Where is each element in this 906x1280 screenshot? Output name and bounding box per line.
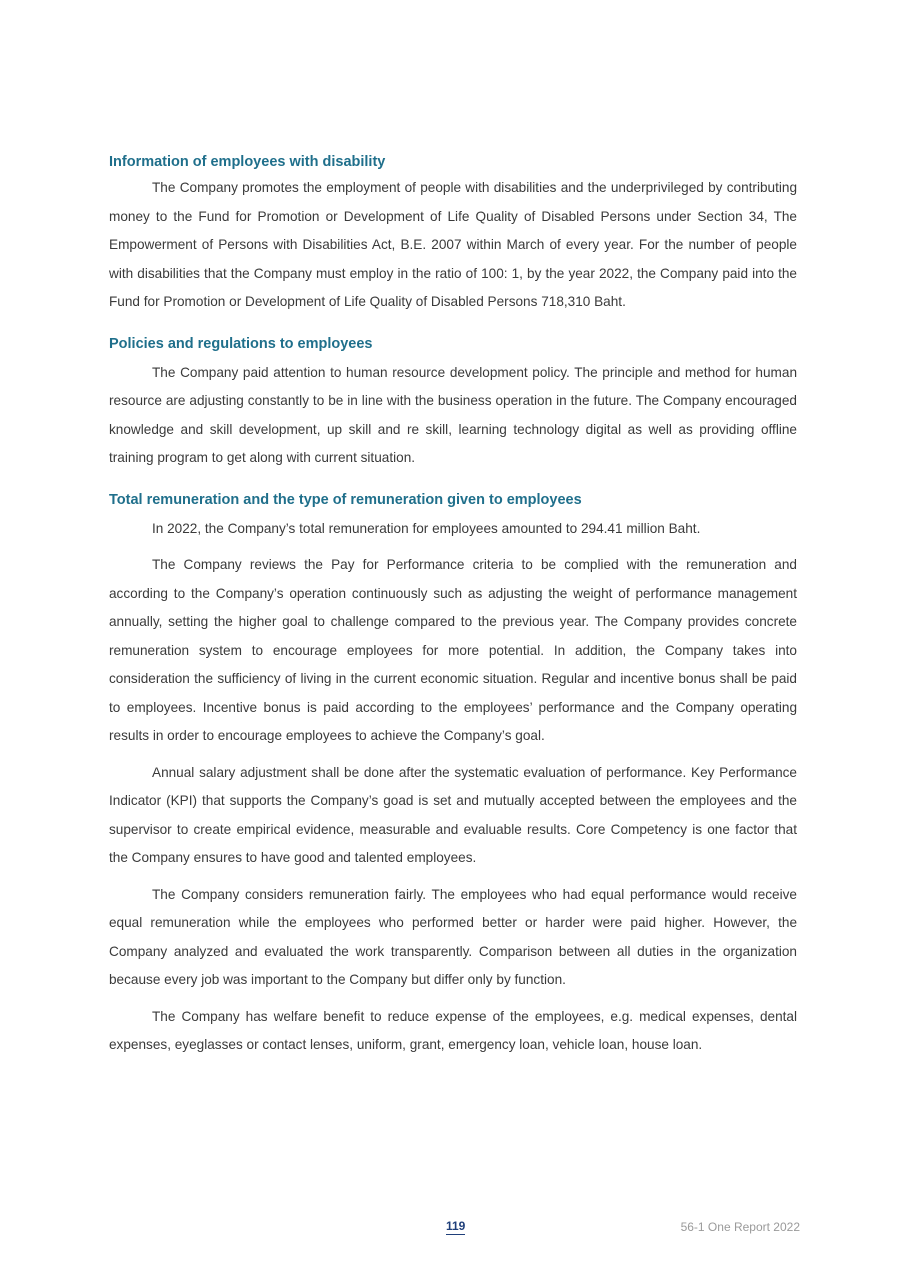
section-heading-policies: Policies and regulations to employees	[109, 335, 373, 352]
paragraph-policies: The Company paid attention to human resource development policy. The principle and method for human resource are adjusting constantly to be in line with the business operation in the future. The Company encouraged knowledge and skill development, up skill and re skill, learning technology digital as well as providing offline training program to get along with current situation.	[109, 364, 797, 465]
section-heading-remuneration: Total remuneration and the type of remuneration given to employees	[109, 491, 582, 508]
report-name: 56-1 One Report 2022	[680, 1220, 800, 1234]
paragraph-disability: The Company promotes the employment of people with disabilities and the underprivileged by contributing money to the Fund for Promotion or Development of Life Quality of Disabled Persons under Section 34, The Empowerment of Persons with Disabilities Act, B.E. 2007 within March of every year. For the number of people with disabilities that the Company must employ in the ratio of 100: 1, by the year 2022, the Company paid into the Fund for Promotion or Development of Life Quality of Disabled Persons 718,310 Baht.	[109, 180, 797, 309]
document-body	[109, 150, 797, 1060]
paragraph-fair-remuneration: The Company considers remuneration fairly. The employees who had equal performance would receive equal remuneration while the employees who performed better or harder were paid higher. However, the Company analyzed and evaluated the work transparently. Comparison between all duties in the organization because every job was important to the Company but differ only by function.	[109, 886, 797, 987]
page-number: 119	[446, 1219, 466, 1233]
paragraph-pay-for-performance: The Company reviews the Pay for Performance criteria to be complied with the remuneration and according to the Company’s operation continuously such as adjusting the weight of performance management annually, setting the higher goal to challenge compared to the previous year. The Company provides concrete remuneration system to encourage employees for more potential. In addition, the Company takes into consideration the sufficiency of living in the current economic situation. Regular and incentive bonus shall be paid to employees. Incentive bonus is paid according to the employees’ performance and the Company operating results in order to encourage employees to achieve the Company’s goal.	[109, 557, 797, 743]
paragraph-total-remuneration: In 2022, the Company’s total remuneration for employees amounted to 294.41 million Baht.	[152, 520, 701, 536]
paragraph-salary-adjustment: Annual salary adjustment shall be done after the systematic evaluation of performance. Key Performance Indicator (KPI) that supports the Company’s goad is set and mutually accepted between the employees and the supervisor to create empirical evidence, measurable and evaluable results. Core Competency is one factor that the Company ensures to have good and talented employees.	[109, 764, 797, 865]
paragraph-welfare-benefit: The Company has welfare benefit to reduce expense of the employees, e.g. medical expenses, dental expenses, eyeglasses or contact lenses, uniform, grant, emergency loan, vehicle loan, house loan.	[109, 1008, 797, 1052]
section-heading-disability: Information of employees with disability	[109, 154, 386, 170]
